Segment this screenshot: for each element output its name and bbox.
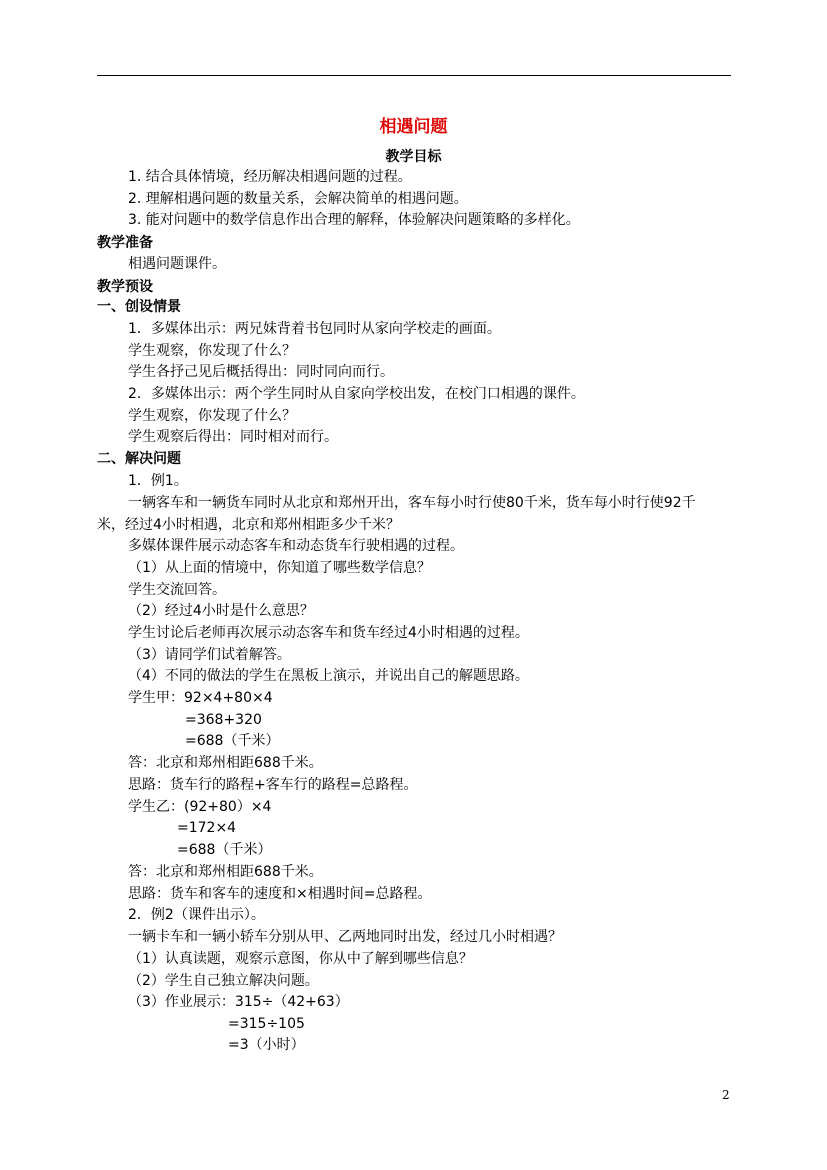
text-line: 学生交流回答。 [128,582,226,598]
text-line: 学生讨论后老师再次展示动态客车和货车经过4小时相遇的过程。 [128,625,529,641]
text-line: =368+320 [185,712,262,728]
text-line: 米，经过4小时相遇，北京和郑州相距多少千米？ [97,517,400,533]
text-line: 多媒体课件展示动态客车和动态货车行驶相遇的过程。 [128,538,464,554]
text-line: （4）不同的做法的学生在黑板上演示，并说出自己的解题思路。 [128,668,529,684]
text-line: 2．多媒体出示：两个学生同时从自家向学校出发，在校门口相遇的课件。 [128,386,585,402]
section-heading: 教学预设 [97,279,153,295]
text-line: （1）从上面的情境中，你知道了哪些数学信息？ [128,560,431,576]
section-heading: 一、创设情景 [97,299,181,315]
text-line: 学生各抒己见后概括得出：同时同向而行。 [128,364,394,380]
text-line: 1．例1。 [128,473,188,489]
text-line: 一辆卡车和一辆小轿车分别从甲、乙两地同时出发，经过几小时相遇？ [128,929,562,945]
text-line: 思路：货车和客车的速度和×相遇时间=总路程。 [128,886,432,902]
text-line: =688（千米） [185,733,280,749]
text-line: 思路：货车行的路程+客车行的路程=总路程。 [128,777,418,793]
document-title: 相遇问题 [379,117,448,137]
text-line: 学生甲：92×4+80×4 [128,690,273,706]
text-line: 2. 理解相遇问题的数量关系，会解决简单的相遇问题。 [128,191,468,207]
text-line: =688（千米） [177,842,272,858]
text-line: 答：北京和郑州相距688千米。 [128,864,323,880]
section-heading: 教学准备 [97,235,153,251]
text-line: （2）经过4小时是什么意思？ [128,603,314,619]
text-line: 答：北京和郑州相距688千米。 [128,755,323,771]
text-line: =172×4 [177,820,237,836]
text-line: （3）作业展示：315÷（42+63） [128,994,349,1010]
text-line: 学生观察，你发现了什么？ [128,408,296,424]
text-line: =3（小时） [228,1037,305,1053]
text-line: 2．例2（课件出示）。 [128,907,265,923]
text-line: =315÷105 [228,1016,305,1032]
text-line: 3. 能对问题中的数学信息作出合理的解释，体验解决问题策略的多样化。 [128,212,580,228]
text-line: 一辆客车和一辆货车同时从北京和郑州开出，客车每小时行使80千米，货车每小时行使92千 [128,495,696,511]
text-line: 学生乙：(92+80）×4 [128,799,272,815]
text-line: 1．多媒体出示：两兄妹背着书包同时从家向学校走的画面。 [128,321,501,337]
text-line: 学生观察，你发现了什么？ [128,343,296,359]
text-line: （3）请同学们试着解答。 [128,647,291,663]
text-line: （1）认真读题，观察示意图，你从中了解到哪些信息？ [128,951,473,967]
section-heading-objectives: 教学目标 [385,149,442,165]
page-number: 2 [722,1088,730,1102]
text-line: 学生观察后得出：同时相对而行。 [128,429,338,445]
text-line: 1. 结合具体情境，经历解决相遇问题的过程。 [128,169,412,185]
text-line: （2）学生自己独立解决问题。 [128,973,319,989]
text-line: 相遇问题课件。 [128,256,226,272]
section-heading: 二、解决问题 [97,451,181,467]
header-rule [97,75,731,76]
